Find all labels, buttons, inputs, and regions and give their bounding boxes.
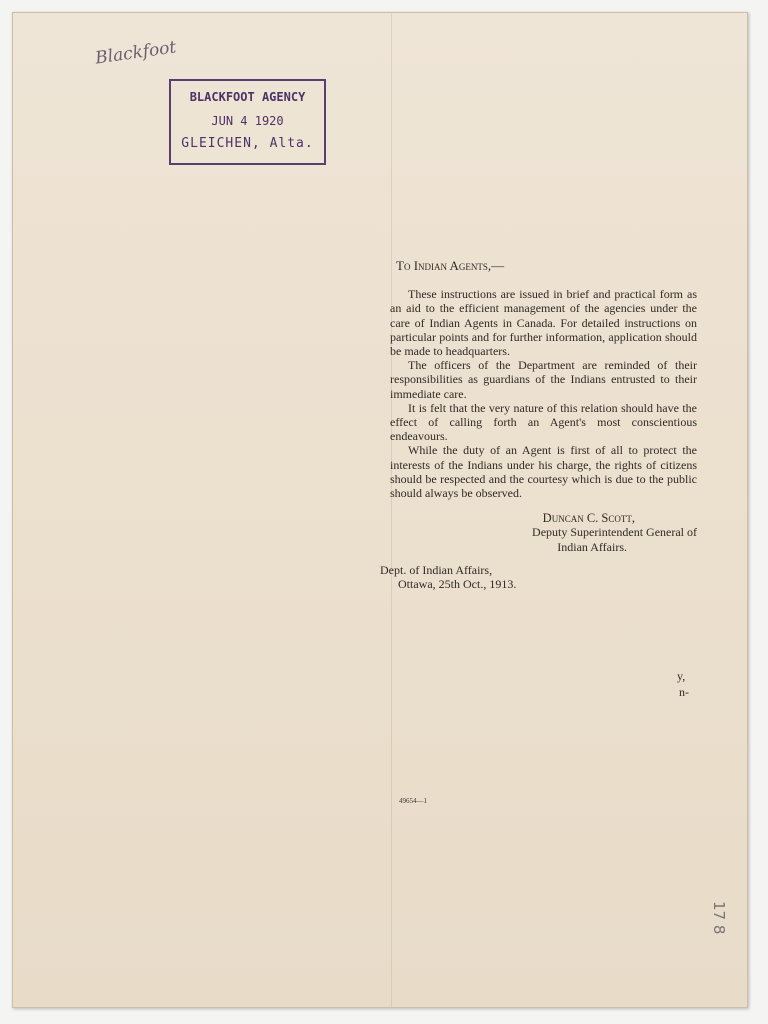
stamp-date: JUN 4 1920 (211, 114, 284, 128)
print-code: 49654—1 (399, 797, 427, 805)
signatory-title-line2: Indian Affairs. (557, 539, 627, 554)
letter-body (380, 258, 697, 592)
signatory-title-line1: Deputy Superintendent General of (532, 525, 697, 540)
bleed-fragment: n- (679, 685, 689, 699)
dept-line1: Dept. of Indian Affairs, (380, 562, 493, 577)
page-number: 17 8 (710, 901, 728, 935)
salutation: To Indian Agents,— (396, 258, 505, 273)
paragraph: It is felt that the very nature of this relation should have the effect of calling forth an Agent's most conscientious endeavours. (390, 400, 697, 444)
stamp-agency: BLACKFOOT AGENCY (189, 90, 306, 104)
agency-stamp (169, 79, 326, 165)
dept-address (380, 563, 697, 591)
paragraph: These instructions are issued in brief and practical form as an aid to the efficient management of the agencies under the care of Indian Agents in Canada. For detailed instructions on particular points and for further information, application should be made to headquarters. (390, 287, 697, 359)
paragraph: While the duty of an Agent is first of all to protect the interests of the Indians under his charge, the rights of citizens should be respected and the courtesy which is due to the public should always be observed. (390, 443, 697, 501)
handwritten-note: Blackfoot (94, 37, 178, 69)
dept-line2: Ottawa, 25th Oct., 1913. (398, 577, 517, 592)
document-page (12, 12, 748, 1008)
paragraph: The officers of the Department are reminded of their responsibilities as guardians of the Indians entrusted to their immediate care. (390, 358, 697, 401)
stamp-place: GLEICHEN, Alta. (181, 136, 314, 151)
signatory-name: Duncan C. Scott, (542, 511, 635, 526)
signature-block (390, 511, 697, 554)
bleed-fragment: y, (677, 669, 686, 683)
